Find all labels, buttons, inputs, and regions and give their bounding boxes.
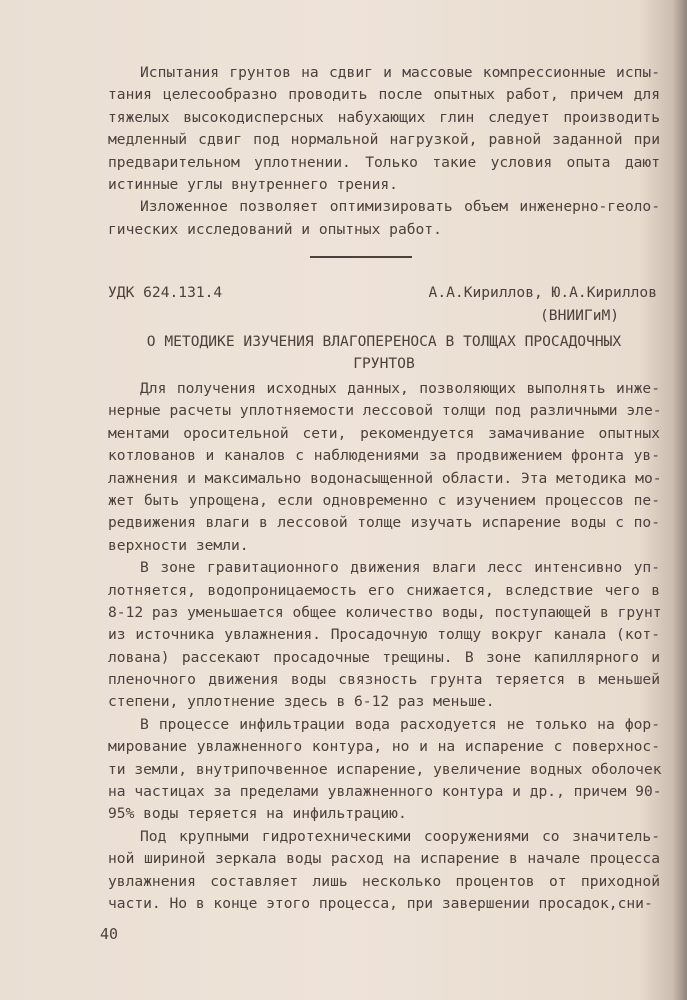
text-line: лотняется, водопроницаемость его снижается, вследствие чего в (108, 581, 660, 599)
page-number: 40 (100, 925, 119, 943)
text-line: истинные углы внутреннего трения. (108, 175, 398, 193)
text-line: лована) рассекают просадочные трещины. В зоне капиллярного и (108, 648, 660, 666)
text-line: тяжелых высокодисперсных набухающих глин следует производить (108, 108, 660, 126)
text-line: предварительном уплотнении. Только такие условия опыта дают (108, 153, 660, 171)
text-line: медленный сдвиг под нормальной нагрузкой, равной заданной при (108, 131, 660, 149)
text-line: 8-12 раз уменьшается общее количество воды, поступающей в грунт (108, 603, 662, 621)
paragraph (108, 557, 660, 714)
text-line: верхности земли. (108, 536, 249, 554)
text-line: нерные расчеты уплотняемости лессовой толщи под различными эле- (108, 402, 662, 420)
text-line: ти земли, внутрипочвенное испарение, увеличение водных оболочек (108, 760, 662, 778)
text-line: увлажнения составляет лишь несколько процентов от приходной (108, 872, 660, 890)
text-line: тания целесообразно проводить после опытных работ, причем для (108, 86, 660, 104)
text-line: В зоне гравитационного движения влаги лесс интенсивно уп- (140, 559, 660, 577)
paragraph (108, 196, 660, 241)
text-line: жет быть упрощена, если одновременно с изучением процессов пе- (108, 491, 660, 509)
author-organization: (ВНИИГиМ) (540, 307, 620, 324)
article-authors: А.А.Кириллов, Ю.А.Кириллов (428, 284, 657, 301)
text-line: В процессе инфильтрации вода расходуется не только на фор- (140, 715, 660, 733)
title-line: О МЕТОДИКЕ ИЗУЧЕНИЯ ВЛАГОПЕРЕНОСА В ТОЛЩАХ ПРОСАДОЧНЫХ (146, 333, 622, 350)
article-title (108, 331, 660, 376)
text-line: степени, уплотнение здесь в 6-12 раз меньше. (108, 693, 495, 711)
text-line: Испытания грунтов на сдвиг и массовые компрессионные испы- (140, 64, 660, 81)
text-line: на частицах за пределами увлажненного контура и др., причем 90- (108, 783, 662, 801)
text-line: ной шириной зеркала воды расход на испарение в начале процесса (108, 850, 660, 868)
intro-section (108, 62, 660, 241)
text-line: ментами оросительной сети, рекомендуется замачивание опытных (108, 424, 660, 442)
text-line: котлованов и каналов с наблюдениями за продвижением фронта ув- (108, 447, 660, 465)
text-line: 95% воды теряется на инфильтрацию. (108, 805, 407, 823)
section-divider (310, 256, 412, 258)
paragraph (108, 826, 660, 916)
text-line: гических исследований и опытных работ. (108, 220, 442, 238)
text-line: Для получения исходных данных, позволяющих выполнять инже- (140, 380, 660, 397)
text-line: мирование увлажненного контура, но и на испарение с поверхнос- (108, 738, 660, 756)
text-line: лажнения и максимально водонасыщенной области. Эта методика мо- (108, 469, 662, 487)
paragraph (108, 62, 660, 196)
text-line: Изложенное позволяет оптимизировать объем инженерно-геоло- (140, 198, 660, 216)
udk-code: УДК 624.131.4 (108, 284, 223, 301)
title-line: ГРУНТОВ (353, 355, 415, 373)
text-line: редвижения влаги в лессовой толще изучать испарение воды с по- (108, 514, 660, 532)
text-line: пленочного движения воды связность грунта теряется в меньшей (108, 671, 660, 689)
article-body (108, 378, 660, 915)
text-line: части. Но в конце этого процесса, при завершении просадок,сни- (108, 894, 653, 912)
text-line: из источника увлажнения. Просадочную толщу вокруг канала (кот- (108, 626, 660, 644)
paragraph (108, 714, 660, 826)
text-line: Под крупными гидротехническими сооружениями со значитель- (140, 827, 660, 845)
paragraph (108, 378, 660, 557)
